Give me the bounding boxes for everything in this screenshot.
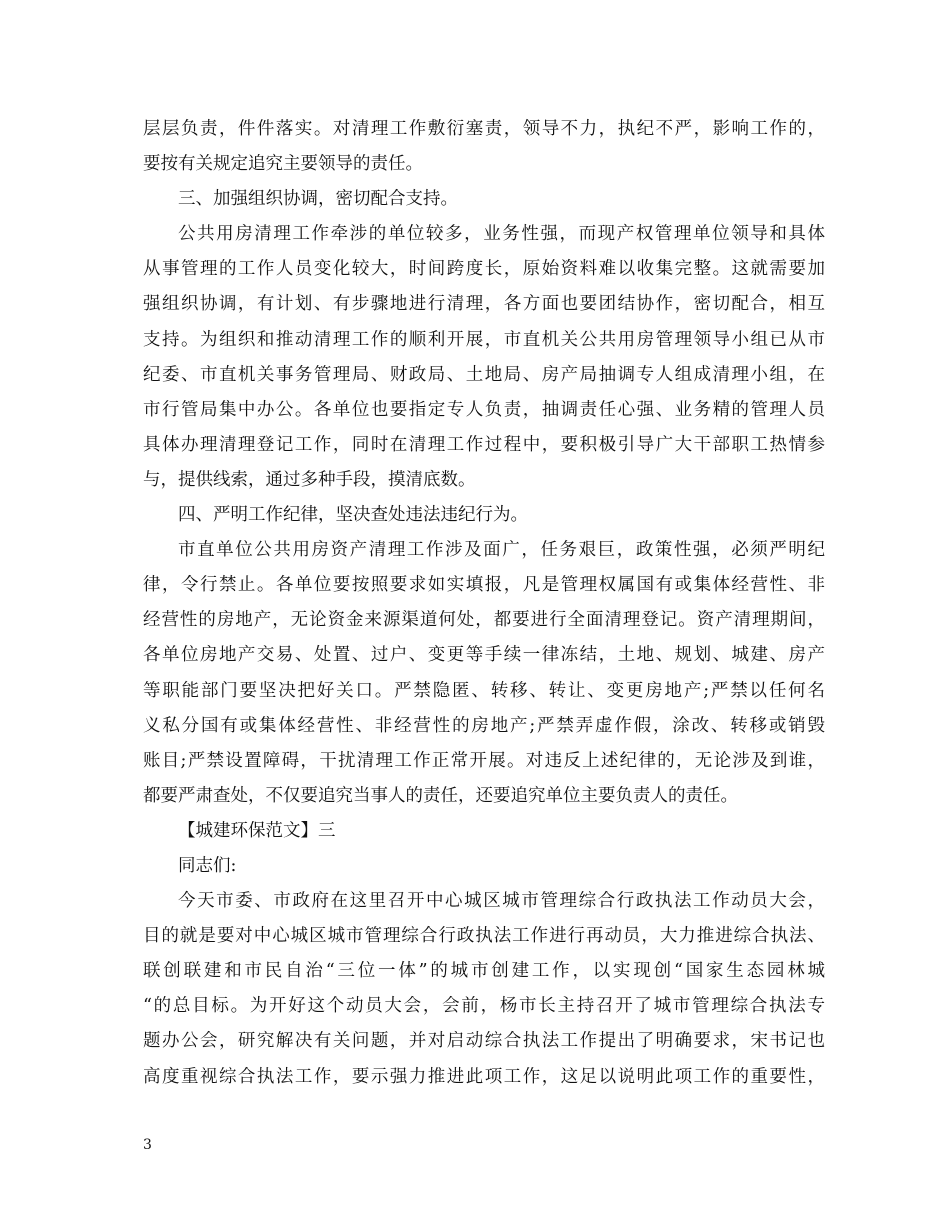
text-line [143, 709, 825, 744]
text-line [143, 814, 825, 849]
text-line-content: 等职能部门要坚决把好关口。严禁隐匿、转移、转让、变更房地产;严禁以任何名 [143, 680, 825, 701]
text-line [143, 393, 825, 428]
text-line [143, 252, 825, 287]
text-line [143, 1060, 825, 1095]
text-line [143, 112, 825, 147]
text-line [143, 463, 825, 498]
text-line [143, 287, 825, 322]
text-line-content: 义私分国有或集体经营性、非经营性的房地产;严禁弄虚作假，涂改、转移或销毁 [143, 715, 825, 736]
text-line [143, 1024, 825, 1059]
text-line-content: 具体办理清理登记工作，同时在清理工作过程中，要积极引导广大干部职工热情参 [143, 434, 825, 455]
text-line-content: 账目;严禁设置障碍，干扰清理工作正常开展。对违反上述纪律的，无论涉及到谁， [143, 750, 825, 771]
text-line-content: 【城建环保范文】三 [178, 820, 336, 841]
text-line [143, 533, 825, 568]
text-line [143, 744, 825, 779]
text-line-content: 支持。为组织和推动清理工作的顺利开展，市直机关公共用房管理领导小组已从市 [143, 329, 825, 350]
text-line-content: 各单位房地产交易、处置、过户、变更等手续一律冻结，土地、规划、城建、房产 [143, 645, 825, 666]
text-line-content: 同志们: [178, 855, 237, 876]
document-body [143, 112, 825, 1095]
text-line-content: 联创联建和市民自治“三位一体”的城市创建工作，以实现创“国家生态园林城 [143, 961, 825, 982]
text-line-content: 强组织协调，有计划、有步骤地进行清理，各方面也要团结协作，密切配合，相互 [143, 294, 825, 315]
text-line-content: 题办公会，研究解决有关问题，并对启动综合执法工作提出了明确要求，宋书记也 [143, 1031, 825, 1052]
text-line-content: 层层负责，件件落实。对清理工作敷衍塞责，领导不力，执纪不严，影响工作的， [143, 119, 825, 139]
text-line [143, 147, 825, 182]
text-line [143, 603, 825, 638]
text-line [143, 217, 825, 252]
text-line [143, 849, 825, 884]
text-line-content: 四、严明工作纪律，坚决查处违法违纪行为。 [178, 505, 528, 526]
text-line [143, 919, 825, 954]
text-line-content: 目的就是要对中心城区城市管理综合行政执法工作进行再动员，大力推进综合执法、 [143, 926, 825, 947]
text-line [143, 989, 825, 1024]
text-line-content: 经营性的房地产，无论资金来源渠道何处，都要进行全面清理登记。资产清理期间， [143, 610, 825, 631]
text-line-content: 从事管理的工作人员变化较大，时间跨度长，原始资料难以收集完整。这就需要加 [143, 259, 825, 280]
text-line-content: 要按有关规定追究主要领导的责任。 [143, 154, 423, 175]
text-line-content: 公共用房清理工作牵涉的单位较多，业务性强，而现产权管理单位领导和具体 [178, 224, 825, 245]
text-line-content: 律，令行禁止。各单位要按照要求如实填报，凡是管理权属国有或集体经营性、非 [143, 575, 825, 596]
text-line [143, 779, 825, 814]
text-line-content: 市直单位公共用房资产清理工作涉及面广，任务艰巨，政策性强，必须严明纪 [178, 540, 825, 561]
text-line-content: 今天市委、市政府在这里召开中心城区城市管理综合行政执法工作动员大会， [178, 891, 825, 912]
text-line [143, 954, 825, 989]
text-line [143, 638, 825, 673]
text-line [143, 182, 825, 217]
text-line-content: 市行管局集中办公。各单位也要指定专人负责，抽调责任心强、业务精的管理人员 [143, 399, 825, 420]
text-line [143, 428, 825, 463]
page-number: 3 [143, 1137, 152, 1153]
text-line-content: 与，提供线索，通过多种手段，摸清底数。 [143, 469, 476, 490]
text-line [143, 323, 825, 358]
text-line-content: 纪委、市直机关事务管理局、财政局、土地局、房产局抽调专人组成清理小组，在 [143, 364, 825, 385]
text-line [143, 674, 825, 709]
text-line-content: “的总目标。为开好这个动员大会，会前，杨市长主持召开了城市管理综合执法专 [143, 996, 825, 1017]
text-line [143, 884, 825, 919]
text-line [143, 498, 825, 533]
text-line [143, 568, 825, 603]
text-line-content: 高度重视综合执法工作，要示强力推进此项工作，这足以说明此项工作的重要性， [143, 1066, 825, 1087]
text-line-content: 都要严肃查处，不仅要追究当事人的责任，还要追究单位主要负责人的责任。 [143, 785, 738, 806]
text-line [143, 358, 825, 393]
text-line-content: 三、加强组织协调，密切配合支持。 [178, 189, 458, 210]
